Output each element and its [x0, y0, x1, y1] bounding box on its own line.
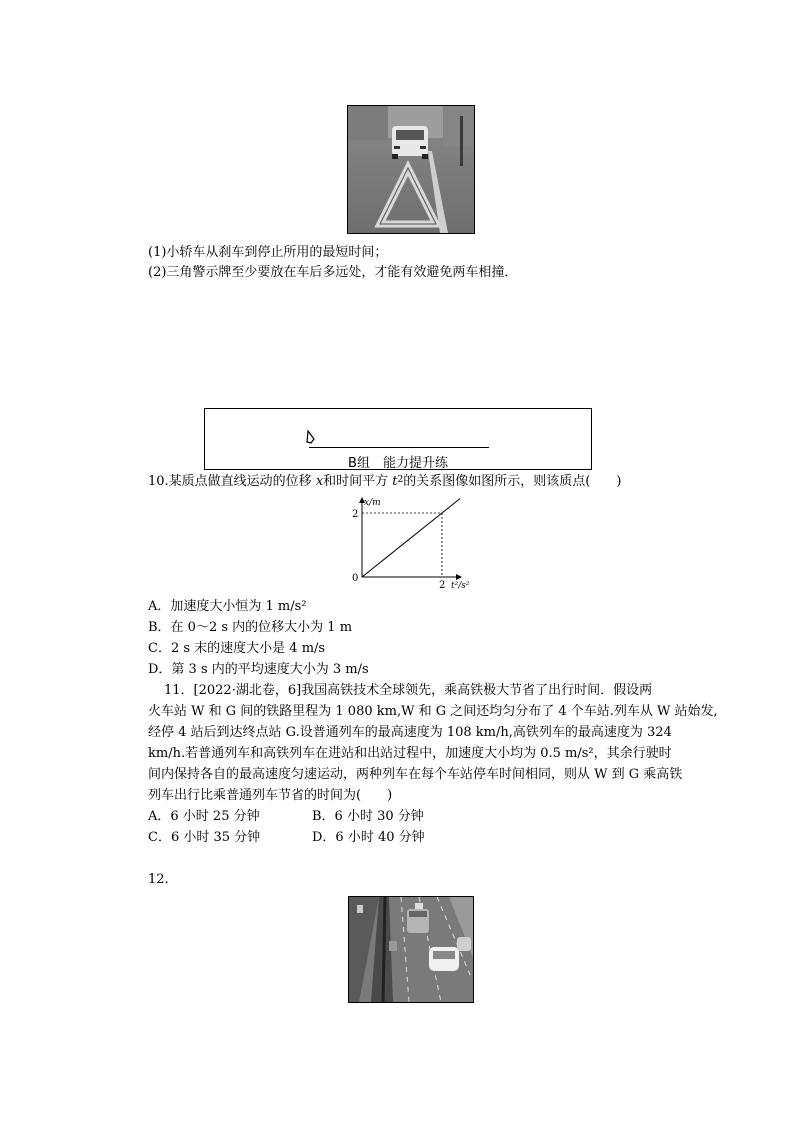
q11-line-1: 11．[2022·湖北卷，6]我国高铁技术全球领先，乘高铁极大节省了出行时间．假设两 [164, 683, 653, 698]
q11-line-4: km/h.若普通列车和高铁列车在进站和出站过程中，加速度大小均为 0.5 m/s²，其余行驶时 [148, 746, 672, 761]
section-divider [309, 447, 489, 448]
q10-stem [148, 472, 621, 492]
car-warning-triangle-photo [347, 105, 475, 234]
superscript: 2 [397, 475, 404, 485]
q10-option-b: B．在 0～2 s 内的位移大小为 1 m [148, 620, 353, 635]
q11-option-d: D．6 小时 40 分钟 [312, 830, 425, 845]
x-tick-label: 2 [439, 580, 446, 591]
x-axis-label: t²/s² [451, 581, 470, 591]
q11-line-6: 列车出行比乘普通列车节省的时间为( ) [148, 788, 393, 803]
section-title: B组 能力提升练 [348, 456, 448, 471]
q10-option-c: C．2 s 末的速度大小是 4 m/s [148, 641, 326, 656]
q12-label: 12. [148, 872, 169, 887]
q11-line-3: 经停 4 站后到达终点站 G.设普通列车的最高速度为 108 km/h,高铁列车的最高速度为 324 [148, 725, 672, 740]
q11-option-c: C．6 小时 35 分钟 [148, 830, 261, 845]
q11-option-a: A．6 小时 25 分钟 [148, 809, 260, 824]
q9-subquestion-1: (1)小轿车从刹车到停止所用的最短时间； [148, 245, 388, 260]
data-series-line [362, 499, 460, 577]
y-axis-label: x/m [364, 498, 381, 508]
highway-traffic-photo [348, 896, 474, 1003]
q11-line-2: 火车站 W 和 G 间的铁路里程为 1 080 km,W 和 G 之间还均匀分布了 4 个车站.列车从 W 站始发, [148, 704, 718, 719]
q11-line-5: 间内保持各自的最高速度匀速运动，两种列车在每个车站停车时间相同，则从 W 到 G 乘高铁 [148, 767, 683, 782]
section-header-box [204, 408, 592, 470]
q10-stem-part: 的关系图像如图所示，则该质点( ) [403, 474, 622, 489]
pencil-icon [305, 429, 319, 447]
q10-x-t2-graph [335, 494, 475, 594]
q10-option-d: D．第 3 s 内的平均速度大小为 3 m/s [148, 662, 369, 677]
q10-stem-part: 和时间平方 [323, 474, 393, 489]
q11-option-b: B．6 小时 30 分钟 [312, 809, 424, 824]
var-t: t [392, 474, 398, 489]
q9-subquestion-2: (2)三角警示牌至少要放在车后多远处，才能有效避免两车相撞． [148, 265, 518, 280]
y-tick-label: 2 [352, 509, 359, 520]
q10-stem-part: 10.某质点做直线运动的位移 [148, 474, 316, 489]
origin-label: 0 [352, 573, 359, 584]
q10-option-a: A．加速度大小恒为 1 m/s² [148, 599, 307, 614]
var-x: x [315, 474, 324, 489]
